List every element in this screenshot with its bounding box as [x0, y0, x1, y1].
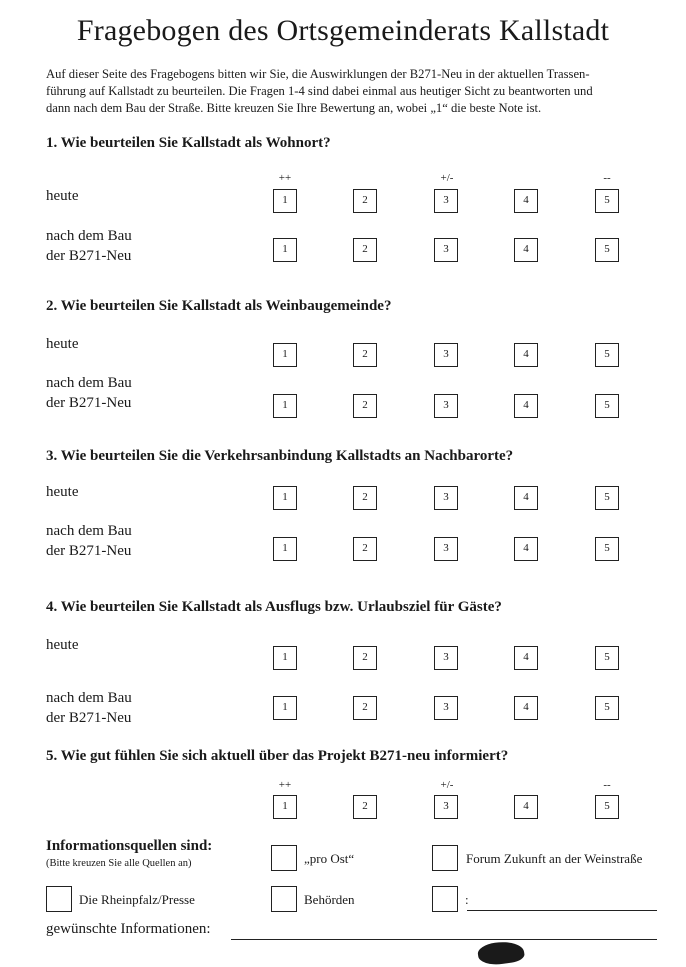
intro-text	[46, 66, 656, 117]
checkbox-rheinpfalz[interactable]	[46, 886, 72, 912]
rating-box-3[interactable]: 3	[434, 795, 458, 819]
checkbox-label-forum: Forum Zukunft an der Weinstraße	[466, 851, 643, 866]
question-3-heading: 3. Wie beurteilen Sie die Verkehrsanbindung Kallstadts an Nachbarorte?	[46, 448, 514, 464]
rating-box-1[interactable]: 1	[273, 394, 297, 418]
rating-box-1[interactable]: 1	[273, 646, 297, 670]
checkbox-pro-ost[interactable]	[271, 845, 297, 871]
rating-box-4[interactable]: 4	[514, 189, 538, 213]
checkbox-other[interactable]	[432, 886, 458, 912]
row-label-after: nach dem Bau der B271-Neu	[46, 228, 132, 264]
checkbox-behoerden[interactable]	[271, 886, 297, 912]
row-label-after: nach dem Bau der B271-Neu	[46, 375, 132, 411]
checkbox-label-rheinpfalz: Die Rheinpfalz/Presse	[79, 892, 195, 907]
rating-box-1[interactable]: 1	[273, 343, 297, 367]
rating-box-5[interactable]: 5	[595, 537, 619, 561]
rating-box-1[interactable]: 1	[273, 486, 297, 510]
rating-box-5[interactable]: 5	[595, 795, 619, 819]
rating-box-4[interactable]: 4	[514, 537, 538, 561]
checkbox-label-behoerden: Behörden	[304, 892, 355, 907]
rating-box-2[interactable]: 2	[353, 537, 377, 561]
rating-box-2[interactable]: 2	[353, 394, 377, 418]
checkbox-label-pro-ost: „pro Ost“	[304, 851, 355, 866]
rating-box-3[interactable]: 3	[434, 537, 458, 561]
intro-line: dann nach dem Bau der Straße. Bitte kreuzen Sie Ihre Bewertung an, wobei „1“ die beste Note ist.	[46, 101, 542, 115]
sources-heading: Informationsquellen sind:	[46, 838, 213, 854]
question-5-heading: 5. Wie gut fühlen Sie sich aktuell über das Projekt B271-neu informiert?	[46, 748, 509, 764]
row-label-today: heute	[46, 637, 79, 653]
rating-box-2[interactable]: 2	[353, 696, 377, 720]
rating-box-3[interactable]: 3	[434, 189, 458, 213]
rating-box-5[interactable]: 5	[595, 696, 619, 720]
other-source-colon: :	[465, 892, 469, 907]
question-2-heading: 2. Wie beurteilen Sie Kallstadt als Weinbaugemeinde?	[46, 298, 392, 314]
rating-box-5[interactable]: 5	[595, 343, 619, 367]
rating-box-1[interactable]: 1	[273, 795, 297, 819]
ink-blot	[477, 939, 526, 967]
rating-box-2[interactable]: 2	[353, 646, 377, 670]
scale-middle-label: +/-	[440, 172, 454, 184]
rating-box-3[interactable]: 3	[434, 394, 458, 418]
rating-box-4[interactable]: 4	[514, 486, 538, 510]
row-label-after: nach dem Bau der B271-Neu	[46, 690, 132, 726]
rating-box-4[interactable]: 4	[514, 238, 538, 262]
rating-box-3[interactable]: 3	[434, 238, 458, 262]
rating-box-2[interactable]: 2	[353, 238, 377, 262]
intro-line: führung auf Kallstadt zu beurteilen. Die Fragen 1-4 sind dabei einmal aus heutiger Sicht zu beantworten und	[46, 84, 593, 98]
rating-box-4[interactable]: 4	[514, 646, 538, 670]
rating-box-2[interactable]: 2	[353, 795, 377, 819]
rating-box-4[interactable]: 4	[514, 343, 538, 367]
rating-box-1[interactable]: 1	[273, 537, 297, 561]
rating-box-1[interactable]: 1	[273, 189, 297, 213]
row-label-after: nach dem Bau der B271-Neu	[46, 523, 132, 559]
rating-box-4[interactable]: 4	[514, 696, 538, 720]
scale-worst-label: --	[603, 779, 611, 791]
sources-note: (Bitte kreuzen Sie alle Quellen an)	[46, 858, 192, 869]
rating-box-2[interactable]: 2	[353, 343, 377, 367]
rating-box-4[interactable]: 4	[514, 795, 538, 819]
scale-worst-label: --	[603, 172, 611, 184]
scale-best-label: ++	[278, 172, 292, 184]
rating-box-2[interactable]: 2	[353, 486, 377, 510]
wished-info-line[interactable]	[231, 939, 657, 940]
rating-box-4[interactable]: 4	[514, 394, 538, 418]
rating-box-5[interactable]: 5	[595, 189, 619, 213]
rating-box-5[interactable]: 5	[595, 238, 619, 262]
rating-box-1[interactable]: 1	[273, 696, 297, 720]
intro-line: Auf dieser Seite des Fragebogens bitten wir Sie, die Auswirklungen der B271-Neu in der aktuellen Trassen-	[46, 67, 590, 81]
rating-box-5[interactable]: 5	[595, 394, 619, 418]
rating-box-3[interactable]: 3	[434, 343, 458, 367]
question-4-heading: 4. Wie beurteilen Sie Kallstadt als Ausflugs bzw. Urlaubsziel für Gäste?	[46, 599, 502, 615]
question-1-heading: 1. Wie beurteilen Sie Kallstadt als Wohnort?	[46, 135, 331, 151]
rating-box-2[interactable]: 2	[353, 189, 377, 213]
rating-box-5[interactable]: 5	[595, 646, 619, 670]
wished-info-label: gewünschte Informationen:	[46, 921, 211, 937]
rating-box-3[interactable]: 3	[434, 486, 458, 510]
page-title: Fragebogen des Ortsgemeinderats Kallstadt	[76, 14, 610, 47]
rating-box-1[interactable]: 1	[273, 238, 297, 262]
rating-box-3[interactable]: 3	[434, 696, 458, 720]
row-label-today: heute	[46, 188, 79, 204]
row-label-today: heute	[46, 484, 79, 500]
rating-box-5[interactable]: 5	[595, 486, 619, 510]
other-source-line[interactable]	[467, 910, 657, 911]
rating-box-3[interactable]: 3	[434, 646, 458, 670]
checkbox-forum[interactable]	[432, 845, 458, 871]
scale-middle-label: +/-	[440, 779, 454, 791]
row-label-today: heute	[46, 336, 79, 352]
scale-best-label: ++	[278, 779, 292, 791]
